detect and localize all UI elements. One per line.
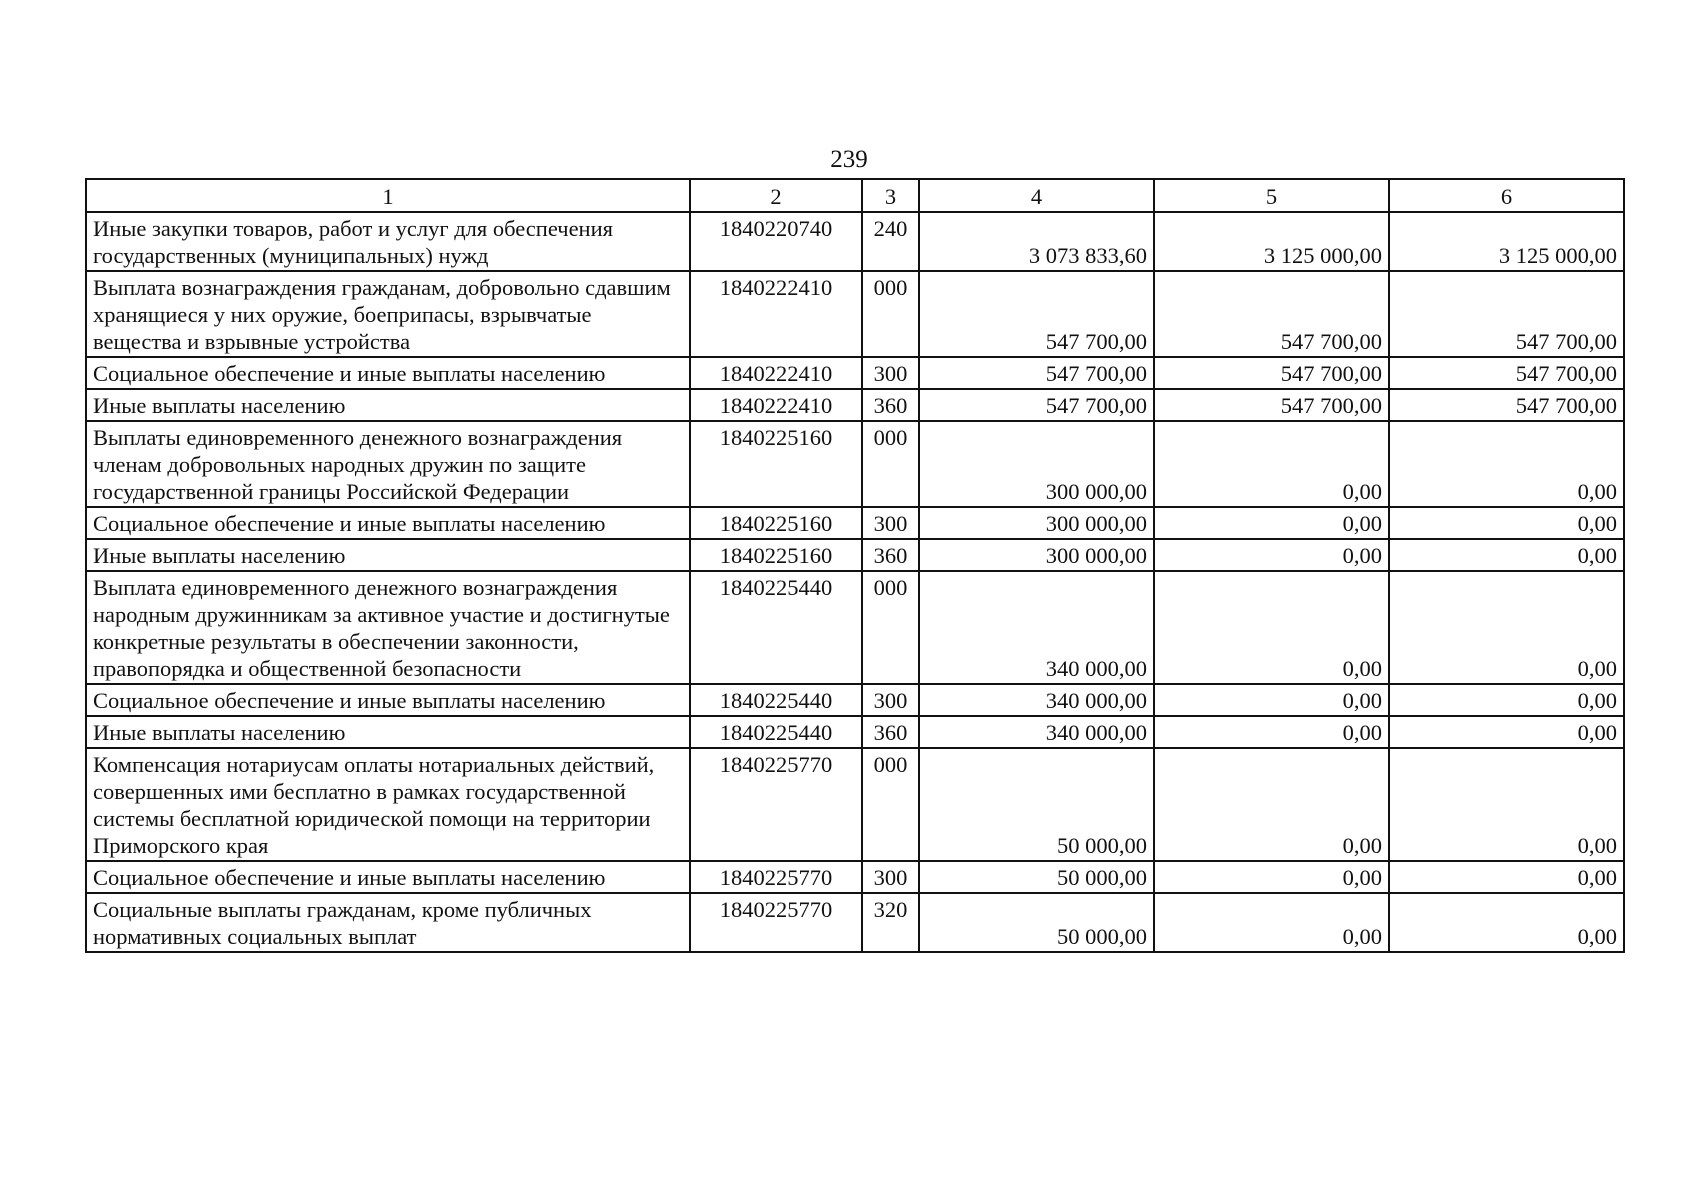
row-kind-cell: 320 bbox=[862, 893, 919, 952]
row-value-col6: 0,00 bbox=[1389, 507, 1624, 539]
row-kind-cell: 000 bbox=[862, 748, 919, 861]
row-code-cell: 1840222410 bbox=[690, 271, 862, 357]
table-row bbox=[86, 357, 1624, 389]
header-cell: 6 bbox=[1389, 179, 1624, 212]
table-row bbox=[86, 212, 1624, 271]
table-row bbox=[86, 748, 1624, 861]
row-name-cell: Иные выплаты населению bbox=[86, 539, 690, 571]
row-name-cell: Компенсация нотариусам оплаты нотариальных действий, совершенных ими бесплатно в рамках государственной системы бесплатной юридической помощи на территории Приморского края bbox=[86, 748, 690, 861]
row-value-col4: 50 000,00 bbox=[919, 748, 1154, 861]
row-name-cell: Выплаты единовременного денежного вознаграждения членам добровольных народных дружин по защите государственной границы Российской Федерации bbox=[86, 421, 690, 507]
row-value-col6: 0,00 bbox=[1389, 893, 1624, 952]
row-code-cell: 1840220740 bbox=[690, 212, 862, 271]
row-value-col6: 3 125 000,00 bbox=[1389, 212, 1624, 271]
row-name-cell: Социальное обеспечение и иные выплаты населению bbox=[86, 861, 690, 893]
row-kind-cell: 000 bbox=[862, 271, 919, 357]
row-value-col5: 0,00 bbox=[1154, 571, 1389, 684]
row-code-cell: 1840225770 bbox=[690, 748, 862, 861]
row-code-cell: 1840225440 bbox=[690, 571, 862, 684]
row-value-col4: 50 000,00 bbox=[919, 861, 1154, 893]
row-kind-cell: 360 bbox=[862, 716, 919, 748]
row-name-cell: Иные выплаты населению bbox=[86, 716, 690, 748]
row-value-col6: 0,00 bbox=[1389, 861, 1624, 893]
row-kind-cell: 000 bbox=[862, 571, 919, 684]
row-value-col4: 547 700,00 bbox=[919, 357, 1154, 389]
budget-table bbox=[85, 178, 1625, 953]
row-kind-cell: 300 bbox=[862, 684, 919, 716]
row-code-cell: 1840222410 bbox=[690, 357, 862, 389]
row-name-cell: Иные закупки товаров, работ и услуг для обеспечения государственных (муниципальных) нужд bbox=[86, 212, 690, 271]
page-number: 239 bbox=[830, 146, 868, 173]
row-name-cell: Иные выплаты населению bbox=[86, 389, 690, 421]
row-value-col5: 0,00 bbox=[1154, 893, 1389, 952]
row-kind-cell: 000 bbox=[862, 421, 919, 507]
row-value-col5: 0,00 bbox=[1154, 716, 1389, 748]
header-row bbox=[86, 179, 1624, 212]
row-value-col4: 50 000,00 bbox=[919, 893, 1154, 952]
row-code-cell: 1840222410 bbox=[690, 389, 862, 421]
row-name-cell: Социальное обеспечение и иные выплаты населению bbox=[86, 507, 690, 539]
row-name-cell: Выплата единовременного денежного вознаграждения народным дружинникам за активное участие и достигнутые конкретные результаты в обеспечении законности, правопорядка и общественной безопасности bbox=[86, 571, 690, 684]
row-code-cell: 1840225440 bbox=[690, 716, 862, 748]
header-cell: 3 bbox=[862, 179, 919, 212]
row-value-col6: 547 700,00 bbox=[1389, 389, 1624, 421]
row-value-col5: 547 700,00 bbox=[1154, 357, 1389, 389]
row-value-col5: 0,00 bbox=[1154, 421, 1389, 507]
row-value-col4: 547 700,00 bbox=[919, 271, 1154, 357]
table-row bbox=[86, 271, 1624, 357]
row-code-cell: 1840225440 bbox=[690, 684, 862, 716]
row-value-col4: 300 000,00 bbox=[919, 507, 1154, 539]
row-value-col4: 300 000,00 bbox=[919, 421, 1154, 507]
table-row bbox=[86, 389, 1624, 421]
header-cell: 1 bbox=[86, 179, 690, 212]
table-row bbox=[86, 507, 1624, 539]
header-cell: 4 bbox=[919, 179, 1154, 212]
row-code-cell: 1840225160 bbox=[690, 421, 862, 507]
row-kind-cell: 360 bbox=[862, 389, 919, 421]
row-value-col4: 3 073 833,60 bbox=[919, 212, 1154, 271]
table-row bbox=[86, 421, 1624, 507]
row-kind-cell: 300 bbox=[862, 861, 919, 893]
table-row bbox=[86, 539, 1624, 571]
table-row bbox=[86, 571, 1624, 684]
row-code-cell: 1840225770 bbox=[690, 861, 862, 893]
header-cell: 2 bbox=[690, 179, 862, 212]
row-value-col5: 0,00 bbox=[1154, 684, 1389, 716]
row-name-cell: Выплата вознаграждения гражданам, добровольно сдавшим хранящиеся у них оружие, боеприпасы, взрывчатые вещества и взрывные устройства bbox=[86, 271, 690, 357]
row-value-col4: 340 000,00 bbox=[919, 716, 1154, 748]
row-value-col5: 0,00 bbox=[1154, 507, 1389, 539]
row-value-col6: 547 700,00 bbox=[1389, 357, 1624, 389]
table-row bbox=[86, 861, 1624, 893]
row-value-col5: 547 700,00 bbox=[1154, 389, 1389, 421]
row-value-col5: 0,00 bbox=[1154, 539, 1389, 571]
table-row bbox=[86, 684, 1624, 716]
row-kind-cell: 360 bbox=[862, 539, 919, 571]
row-value-col4: 340 000,00 bbox=[919, 684, 1154, 716]
row-value-col6: 0,00 bbox=[1389, 421, 1624, 507]
row-kind-cell: 300 bbox=[862, 357, 919, 389]
row-value-col4: 340 000,00 bbox=[919, 571, 1154, 684]
row-kind-cell: 300 bbox=[862, 507, 919, 539]
row-value-col5: 0,00 bbox=[1154, 861, 1389, 893]
row-kind-cell: 240 bbox=[862, 212, 919, 271]
row-value-col6: 0,00 bbox=[1389, 684, 1624, 716]
row-code-cell: 1840225160 bbox=[690, 507, 862, 539]
row-code-cell: 1840225770 bbox=[690, 893, 862, 952]
row-value-col6: 0,00 bbox=[1389, 748, 1624, 861]
row-value-col5: 547 700,00 bbox=[1154, 271, 1389, 357]
row-value-col4: 547 700,00 bbox=[919, 389, 1154, 421]
header-cell: 5 bbox=[1154, 179, 1389, 212]
row-name-cell: Социальные выплаты гражданам, кроме публичных нормативных социальных выплат bbox=[86, 893, 690, 952]
row-code-cell: 1840225160 bbox=[690, 539, 862, 571]
row-value-col5: 3 125 000,00 bbox=[1154, 212, 1389, 271]
table-row bbox=[86, 716, 1624, 748]
row-value-col6: 0,00 bbox=[1389, 571, 1624, 684]
table-row bbox=[86, 893, 1624, 952]
row-value-col6: 0,00 bbox=[1389, 716, 1624, 748]
row-value-col6: 0,00 bbox=[1389, 539, 1624, 571]
row-value-col4: 300 000,00 bbox=[919, 539, 1154, 571]
row-value-col6: 547 700,00 bbox=[1389, 271, 1624, 357]
row-name-cell: Социальное обеспечение и иные выплаты населению bbox=[86, 684, 690, 716]
row-value-col5: 0,00 bbox=[1154, 748, 1389, 861]
row-name-cell: Социальное обеспечение и иные выплаты населению bbox=[86, 357, 690, 389]
